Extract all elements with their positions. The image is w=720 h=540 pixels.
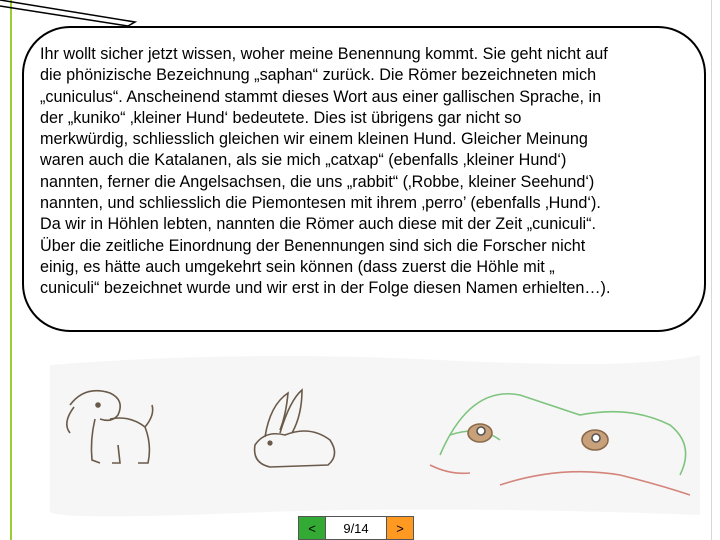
text-line: nannten, ferner die Angelsachsen, die uns „rabbit“ (‚Robbe, kleiner Seehund‘) (40, 172, 595, 191)
left-border-line (10, 0, 12, 540)
previous-slide-button[interactable]: < (298, 516, 326, 540)
text-line: Ihr wollt sicher jetzt wissen, woher meine Benennung kommt. Sie geht nicht auf (40, 45, 608, 63)
text-line: merkwürdig, schliesslich gleichen wir einem kleinen Hund. Gleicher Meinung (40, 130, 588, 149)
text-line: einig, es hätte auch umgekehrt sein können (dass zuerst die Höhle mit „ (40, 257, 555, 276)
dog-rabbit-burrow-illustration (40, 345, 710, 525)
text-line: der „kuniko“ ‚kleiner Hund‘ bedeutete. Dies ist übrigens gar nicht so (40, 108, 522, 127)
speech-bubble-text (40, 44, 700, 300)
next-slide-button[interactable]: > (386, 516, 414, 540)
text-line: die phönizische Bezeichnung „saphan“ zurück. Die Römer bezeichneten mich (40, 66, 597, 85)
text-line: waren auch die Katalanen, als sie mich „catxap“ (ebenfalls ‚kleiner Hund‘) (40, 151, 567, 170)
right-border-line (711, 0, 712, 540)
text-line: cuniculi“ bezeichnet wurde und wir erst in der Folge diesen Namen erhielten…). (40, 279, 611, 298)
text-line: nannten, und schliesslich die Piemontesen mit ihrem ‚perro’ (ebenfalls ‚Hund‘). (40, 194, 601, 213)
page-indicator: 9/14 (326, 516, 386, 540)
slide-navigation (298, 516, 414, 540)
text-line: „cuniculus“. Anscheinend stammt dieses Wort aus einer gallischen Sprache, in (40, 87, 602, 106)
text-line: Da wir in Höhlen lebten, nannten die Römer auch diese mit der Zeit „cuniculi“. (40, 215, 597, 234)
text-line: Über die zeitliche Einordnung der Benennungen sind sich die Forscher nicht (40, 236, 586, 255)
